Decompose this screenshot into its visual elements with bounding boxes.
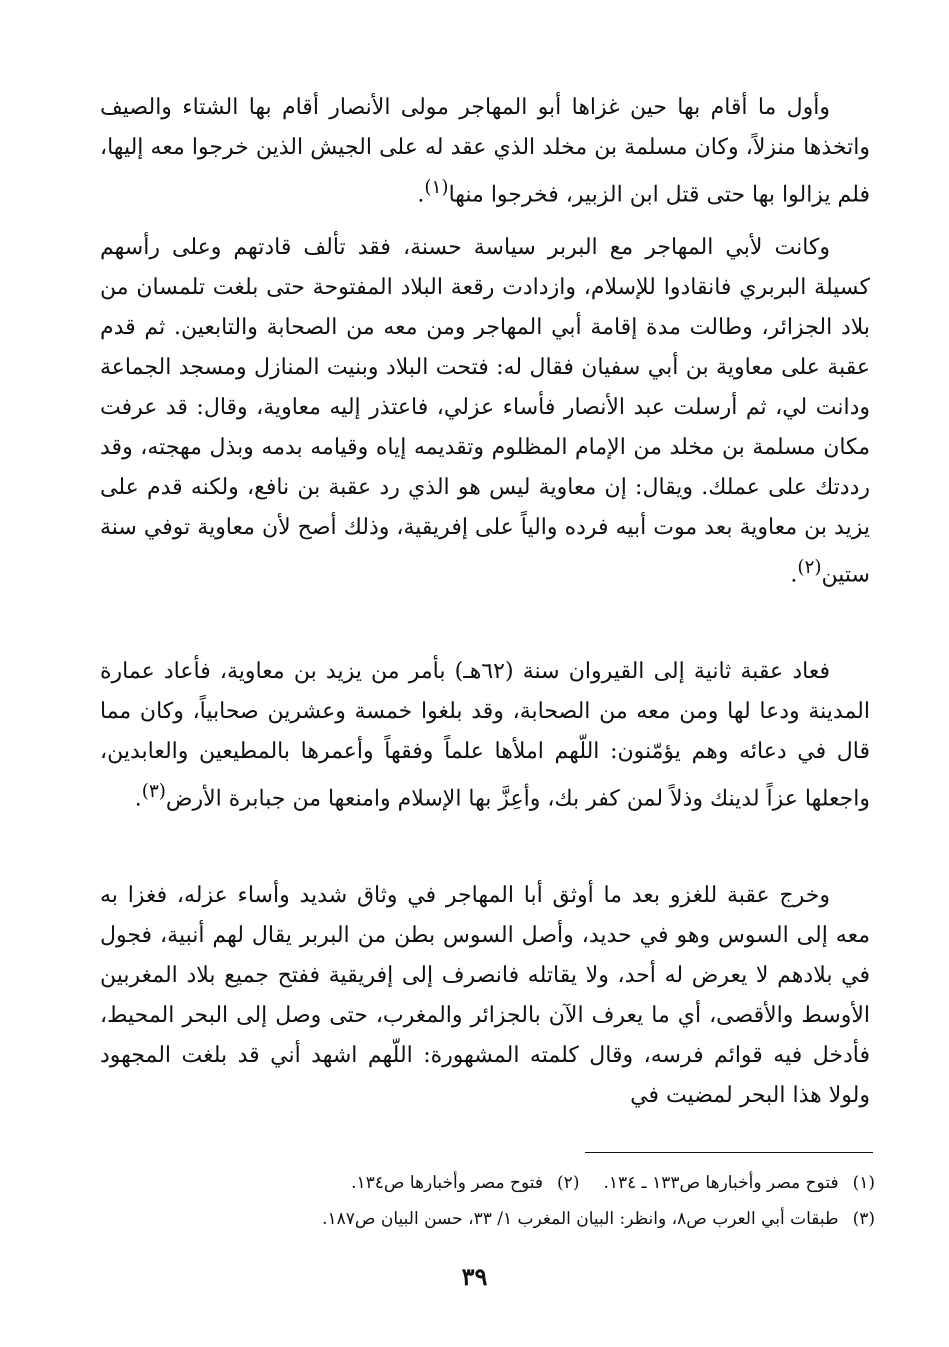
paragraph-1-text: وأول ما أقام بها حين غزاها أبو المهاجر مولى الأنصار أقام بها الشتاء والصيف واتخذها منزلاً، وكان مسلمة بن مخلد الذي عقد له على الجيش الذين خرجوا معه إليها، فلم يزالوا بها حتى قتل ابن الزبير، فخرجوا منها bbox=[100, 95, 870, 208]
footnote-ref-3: (٣) bbox=[141, 781, 166, 802]
footnote-number-2: (٢) bbox=[557, 1173, 580, 1193]
paragraph-4-text: وخرج عقبة للغزو بعد ما أوثق أبا المهاجر في وثاق شديد وأساء عزله، فغزا به معه إلى السوس وهو في حديد، وأصل السوس بطن من البربر يقال لهم أنبية، فجول في بلادهم لا يعرض له أحد، ولا يقاتله فانصرف إلى إفريقية ففتح جميع بلاد المغربين الأوسط والأقصى، أي ما يعرف الآن بالجزائر والمغرب، حتى وصل إلى البحر المحيط، فأدخل فيه قوائم فرسه، وقال كلمته المشهورة: اللّهم اشهد أني قد بلغت المجهود ولولا هذا البحر لمضيت في bbox=[100, 883, 870, 1108]
footnote-text-2: فتوح مصر وأخبارها ص١٣٤. bbox=[351, 1173, 544, 1193]
paragraph-1-end: . bbox=[417, 182, 425, 208]
paragraph-1 bbox=[100, 88, 870, 215]
main-text-2 bbox=[100, 228, 870, 595]
paragraph-4 bbox=[100, 876, 870, 1116]
paragraph-3-end: . bbox=[134, 786, 142, 812]
main-text-4 bbox=[100, 876, 870, 1116]
paragraph-2 bbox=[100, 228, 870, 595]
footnote-ref-1: (١) bbox=[424, 177, 449, 198]
footnote-number-1: (١) bbox=[852, 1173, 875, 1193]
paragraph-2-end: . bbox=[790, 562, 798, 588]
footnote-separator bbox=[585, 1152, 873, 1153]
paragraph-3-text: فعاد عقبة ثانية إلى القيروان سنة (٦٢هـ) بأمر من يزيد بن معاوية، فأعاد عمارة المدينة ودعا لها ومن معه من الصحابة، وقد بلغوا خمسة وعشرين صحابياً، وكان مما قال في دعائه وهم يؤمّنون: اللّهم املأها علماً وفقهاً وأعمرها بالمطيعين والعابدين، واجعلها عزاً لدينك وذلاً لمن كفر بك، وأعِزَّ بها الإسلام وامنعها من جبابرة الأرض bbox=[100, 659, 870, 812]
footnote-text-3: طبقات أبي العرب ص٨، وانظر: البيان المغرب ١/ ٣٣، حسن البيان ص١٨٧. bbox=[322, 1209, 839, 1229]
footnotes bbox=[195, 1165, 875, 1237]
main-text bbox=[100, 88, 870, 215]
paragraph-3 bbox=[100, 652, 870, 819]
footnote-line-1 bbox=[195, 1165, 875, 1201]
main-text-3 bbox=[100, 652, 870, 819]
footnote-number-3: (٣) bbox=[852, 1209, 875, 1229]
page-number: ٣٩ bbox=[461, 1262, 488, 1291]
footnote-text-1: فتوح مصر وأخبارها ص١٣٣ ـ ١٣٤. bbox=[603, 1173, 839, 1193]
paragraph-2-text: وكانت لأبي المهاجر مع البربر سياسة حسنة، فقد تألف قادتهم وعلى رأسهم كسيلة البربري فانقادوا للإسلام، وازدادت رقعة البلاد المفتوحة حتى بلغت تلمسان من بلاد الجزائر، وطالت مدة إقامة أبي المهاجر ومن معه من الصحابة والتابعين. ثم قدم عقبة على معاوية بن أبي سفيان فقال له: فتحت البلاد وبنيت المنازل ومسجد الجماعة ودانت لي، ثم أرسلت عبد الأنصار فأساء عزلي، فاعتذر إليه معاوية، وقال: قد عرفت مكان مسلمة بن مخلد من الإمام المظلوم وتقديمه إياه وقيامه بدمه وبذل مهجته، وقد رددتك على عملك. ويقال: إن معاوية ليس هو الذي رد عقبة بن نافع، ولكنه قدم على يزيد بن معاوية بعد موت أبيه فرده والياً على إفريقية، وذلك أصح لأن معاوية توفي سنة ستين bbox=[100, 235, 871, 588]
footnote-ref-2: (٢) bbox=[797, 557, 822, 578]
footnote-line-2 bbox=[195, 1201, 875, 1237]
